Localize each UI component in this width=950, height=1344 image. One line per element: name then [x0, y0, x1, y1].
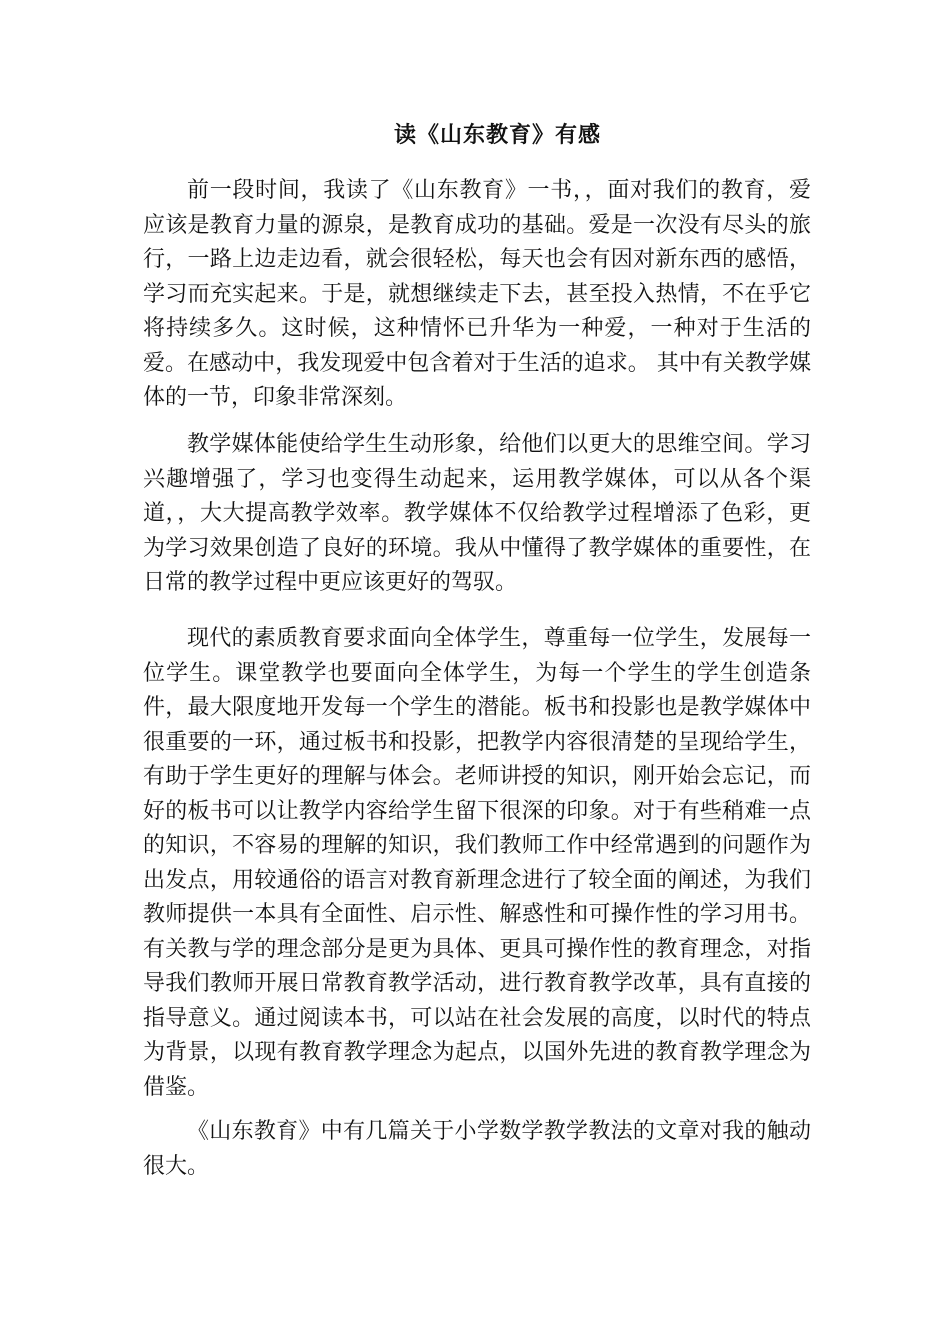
paragraph-3: 现代的素质教育要求面向全体学生，尊重每一位学生，发展每一位学生。课堂教学也要面向全体学生，为每一个学生的学生创造条件，最大限度地开发每一个学生的潜能。板书和投影也是教学媒体中很重要的一环，通过板书和投影，把教学内容很清楚的呈现给学生，有助于学生更好的理解与体会。老师讲授的知识，刚开始会忘记，而好的板书可以让教学内容给学生留下很深的印象。对于有些稍难一点的知识，不容易的理解的知识，我们教师工作中经常遇到的问题作为出发点，用较通俗的语言对教育新理念进行了较全面的阐述，为我们教师提供一本具有全面性、启示性、解惑性和可操作性的学习用书。有关教与学的理念部分是更为具体、更具可操作性的教育理念，对指导我们教师开展日常教育教学活动，进行教育教学改革，具有直接的指导意义。通过阅读本书，可以站在社会发展的高度，以时代的特点为背景，以现有教育教学理念为起点，以国外先进的教育教学理念为借鉴。 — [143, 626, 811, 1100]
paragraph-4: 《山东教育》中有几篇关于小学数学教学教法的文章对我的触动很大。 — [143, 1119, 811, 1179]
paragraph-1: 前一段时间，我读了《山东教育》一书，，面对我们的教育，爱应该是教育力量的源泉，是教育成功的基础。爱是一次没有尽头的旅行，一路上边走边看，就会很轻松，每天也会有因对新东西的感悟，学习而充实起来。于是，就想继续走下去，甚至投入热情，不在乎它将持续多久。这时候，这种情怀已升华为一种爱，一种对于生活的爱。在感动中，我发现爱中包含着对于生活的追求。 其中有关教学媒体的一节，印象非常深刻。 — [143, 178, 811, 410]
paragraph-2: 教学媒体能使给学生生动形象，给他们以更大的思维空间。学习兴趣增强了，学习也变得生动起来，运用教学媒体，可以从各个渠道，，大大提高教学效率。教学媒体不仅给教学过程增添了色彩，更为学习效果创造了良好的环境。我从中懂得了教学媒体的重要性，在日常的教学过程中更应该更好的驾驭。 — [143, 432, 811, 595]
document-title: 读《山东教育》有感 — [393, 122, 601, 148]
